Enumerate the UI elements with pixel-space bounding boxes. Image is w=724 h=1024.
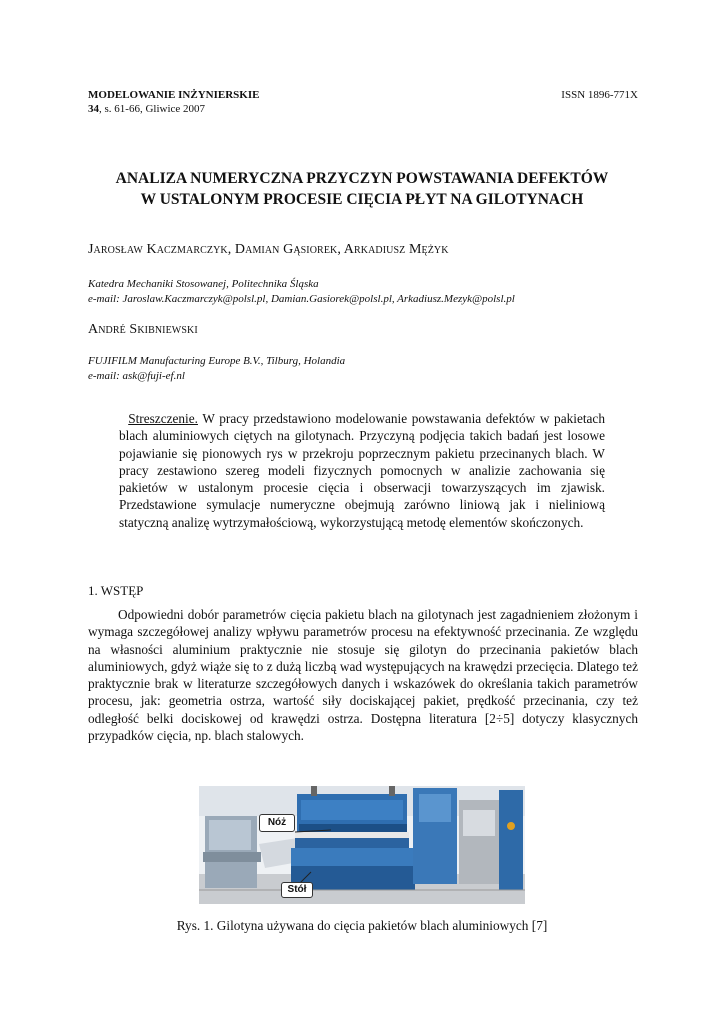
table-label: Stół	[281, 882, 313, 898]
paper-title	[60, 168, 664, 210]
affiliation-2-email: e-mail: ask@fuji-ef.nl	[88, 370, 185, 382]
affiliation-2-name: FUJIFILM Manufacturing Europe B.V., Tilburg, Holandia	[88, 355, 346, 367]
authors-group-1: Jarosław Kaczmarczyk, Damian Gąsiorek, Arkadiusz Mężyk	[88, 242, 449, 257]
affiliation-1	[88, 277, 515, 307]
issn: ISSN 1896-771X	[561, 89, 638, 101]
authors-group-2: André Skibniewski	[88, 322, 198, 337]
figure-caption: Rys. 1. Gilotyna używana do cięcia pakietów blach aluminiowych [7]	[176, 918, 548, 933]
section-heading: 1. WSTĘP	[88, 583, 144, 598]
title-line-2: W USTALONYM PROCESIE CIĘCIA PŁYT NA GILOTYNACH	[140, 191, 584, 208]
title-line-1: ANALIZA NUMERYCZNA PRZYCZYN POWSTAWANIA DEFEKTÓW	[115, 170, 609, 187]
journal-name: MODELOWANIE INŻYNIERSKIE	[88, 89, 260, 101]
guillotine-photo	[199, 786, 525, 904]
body-paragraph: Odpowiedni dobór parametrów cięcia pakietu blach na gilotynach jest zagadnieniem złożonym i wymaga szczegółowej analizy wpływu parametrów procesu na efektywność przecinania. Ze względu na własności aluminium praktycznie nie stosuje się gilotyn do przecinania pakietów blach aluminiowych, gdyż wiąże się to z dużą liczbą wad występujących na krawędzi przecięcia. Dlatego też praktycznie brak w literaturze szczegółowych danych i wskazówek do określania takich parametrów procesu, jak: geometria ostrza, wartość siły dociskającej pakiet, prędkość przecinania, czy też odległość belki dociskowej od krawędzi ostrza. Dostępna literatura [2÷5] dotyczy klasycznych przypadków cięcia, np. blach stalowych.	[88, 607, 638, 744]
abstract-text: W pracy przedstawiono modelowanie powstawania defektów w pakietach blach aluminiowych ciętych na gilotynach. Przyczyną podjęcia takich badań jest losowe pojawianie się pionowych rys w przekroju poprzecznym pakietu przecinanych blach. W pracy zestawiono szereg modeli fizycznych pomocnych w analizie zachowania się pakietów w ustalonym procesie cięcia i obserwacji towarzyszących im zjawisk. Przedstawione symulacje numeryczne obejmują zarówno liniową jak i nieliniową statyczną analizę wytrzymałościową, wykorzystującą metodę elementów skończonych.	[119, 411, 605, 530]
abstract-lead: Streszczenie.	[128, 411, 198, 426]
affiliation-1-name: Katedra Mechaniki Stosowanej, Politechnika Śląska	[88, 278, 319, 290]
affiliation-1-email: e-mail: Jaroslaw.Kaczmarczyk@polsl.pl, Damian.Gasiorek@polsl.pl, Arkadiusz.Mezyk@polsl.pl	[88, 293, 515, 305]
issue-pages: , s. 61-66, Gliwice 2007	[99, 103, 206, 115]
journal-header	[88, 88, 259, 116]
affiliation-2	[88, 354, 345, 384]
volume-number: 34	[88, 103, 99, 115]
abstract	[119, 410, 605, 531]
guillotine-figure	[199, 786, 525, 904]
journal-issue	[88, 102, 259, 116]
knife-label: Nóż	[259, 814, 295, 832]
